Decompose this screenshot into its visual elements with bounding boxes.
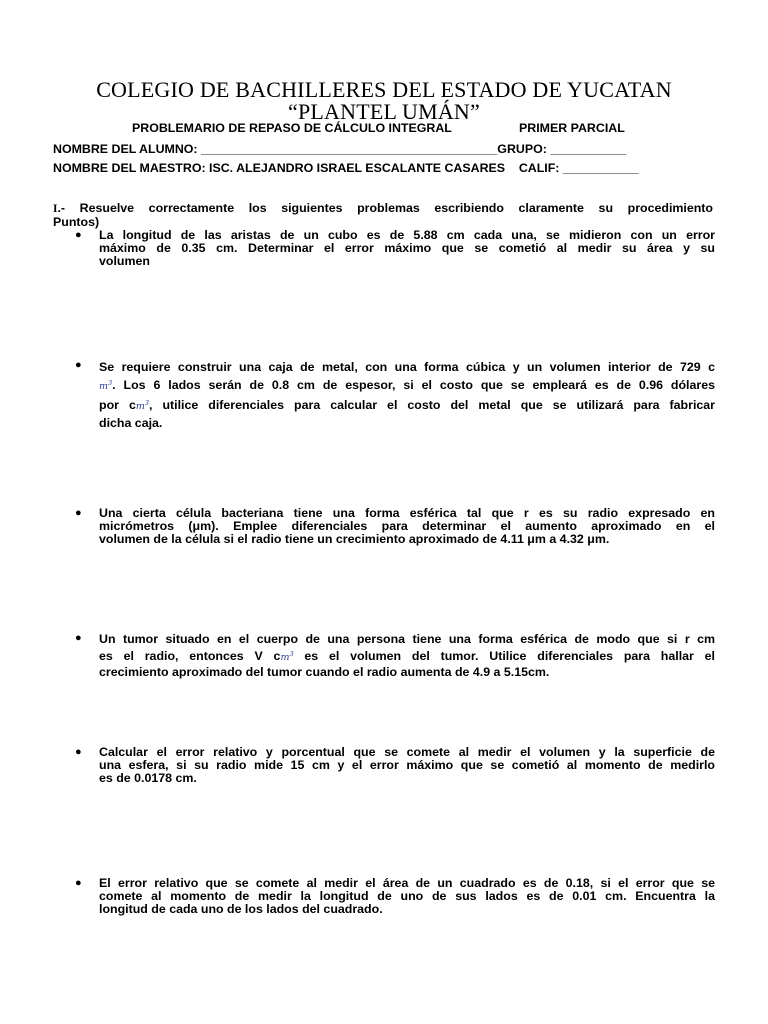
partial-label: PRIMER PARCIAL bbox=[519, 121, 625, 135]
problem-line: Un tumor situado en el cuerpo de una persona tiene una forma esférica de modo que si r cm bbox=[99, 632, 715, 646]
problem-line: Calcular el error relativo y porcentual que se comete al medir el volumen y la superficie de bbox=[99, 745, 715, 759]
cubic-meter-unit: $m^3$ bbox=[280, 649, 294, 663]
worksheet-subtitle: PROBLEMARIO DE REPASO DE CÁLCULO INTEGRAL bbox=[132, 121, 452, 135]
instruction-text-line-2: Puntos) bbox=[53, 215, 100, 230]
problem-line: La longitud de las aristas de un cubo es de 5.88 cm cada una, se midieron con un error bbox=[99, 228, 715, 242]
problem-line: por c bbox=[99, 398, 136, 412]
problem-line: , utilice diferenciales para calcular el costo del metal que se utilizará para fabricar bbox=[149, 398, 715, 412]
cubic-meter-unit: $m^3$ bbox=[135, 399, 150, 412]
instruction-block bbox=[53, 202, 713, 229]
problem-line: volumen bbox=[99, 254, 150, 269]
student-name-line: NOMBRE DEL ALUMNO: ___________________________________________GRUPO: ___________ bbox=[53, 142, 627, 156]
problem-line: una esfera, si su radio mide 15 cm y el error máximo que se cometió al momento de medirlo bbox=[99, 758, 715, 773]
problem-line: es de 0.0178 cm. bbox=[99, 771, 197, 786]
problem-line: crecimiento aproximado del tumor cuando el radio aumenta de 4.9 a 5.15cm. bbox=[99, 665, 550, 679]
problem-line: es el volumen del tumor. Utilice diferenciales para hallar el bbox=[293, 648, 715, 663]
bullet-icon: ● bbox=[75, 877, 82, 889]
problem-line: . Los 6 lados serán de 0.8 cm de espesor, si el costo que se empleará es de 0.96 dólares bbox=[112, 378, 715, 392]
problem-line: comete al momento de medir la longitud de uno de sus lados es de 0.01 cm. Encuentra la bbox=[99, 889, 715, 904]
problem-line: longitud de cada uno de los lados del cuadrado. bbox=[99, 902, 383, 917]
problem-line: micrómetros (μm). Emplee diferenciales para determinar el aumento aproximado en el bbox=[99, 519, 715, 534]
bullet-icon: ● bbox=[75, 507, 82, 519]
problem-line: es el radio, entonces V c bbox=[99, 648, 281, 663]
bullet-icon: ● bbox=[75, 229, 82, 241]
bullet-icon: ● bbox=[75, 359, 82, 371]
problem-line: El error relativo que se comete al medir el área de un cuadrado es de 0.18, si el error que se bbox=[99, 876, 715, 890]
problem-line: volumen de la célula si el radio tiene un crecimiento aproximado de 4.11 μm a 4.32 μm. bbox=[99, 532, 610, 547]
problem-line: dicha caja. bbox=[99, 416, 163, 430]
instruction-text-line-1: .- Resuelve correctamente los siguientes problemas escribiendo claramente su procedimiento bbox=[57, 201, 713, 215]
cubic-meter-unit: $m^3$ bbox=[99, 379, 113, 392]
school-title: COLEGIO DE BACHILLERES DEL ESTADO DE YUCATAN bbox=[96, 77, 672, 102]
problem-line: Se requiere construir una caja de metal, con una forma cúbica y un volumen interior de 729 c bbox=[99, 360, 715, 374]
problem-line: máximo de 0.35 cm. Determinar el error máximo que se cometió al medir su área y su bbox=[99, 241, 715, 256]
roman-numeral: I bbox=[53, 203, 58, 215]
campus-title: “PLANTEL UMÁN” bbox=[287, 99, 480, 124]
teacher-name-line: NOMBRE DEL MAESTRO: ISC. ALEJANDRO ISRAEL ESCALANTE CASARES CALIF: ___________ bbox=[53, 161, 639, 175]
bullet-icon: ● bbox=[75, 746, 82, 758]
problem-line: Una cierta célula bacteriana tiene una forma esférica tal que r es su radio expresado en bbox=[99, 506, 715, 520]
bullet-icon: ● bbox=[75, 632, 82, 644]
